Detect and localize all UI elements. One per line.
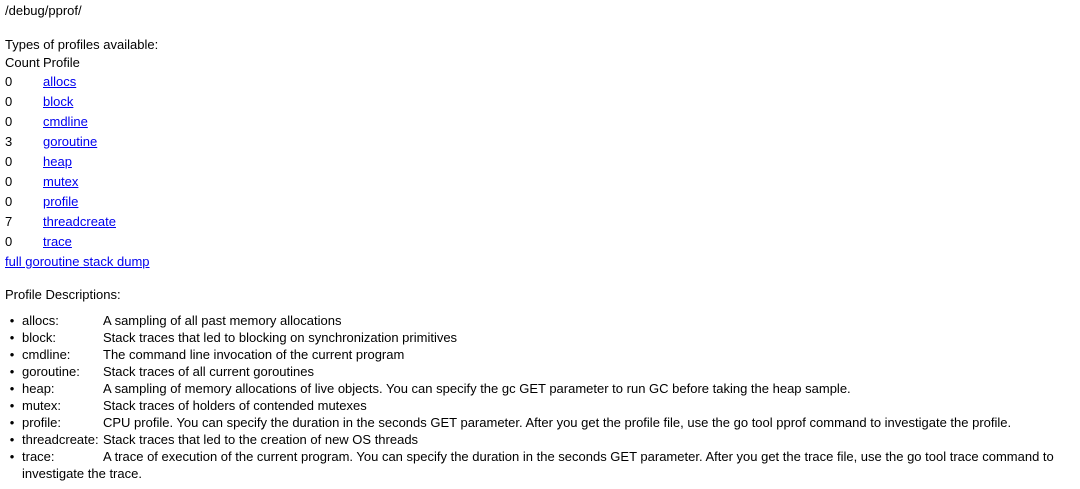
description-text: A sampling of memory allocations of live objects. You can specify the gc GET parameter to run GC before taking the heap sample. — [103, 381, 851, 396]
description-text: Stack traces of all current goroutines — [103, 364, 314, 379]
profile-link-cmdline[interactable]: cmdline — [43, 114, 88, 129]
table-row — [5, 72, 116, 92]
profile-header: Profile — [43, 55, 80, 70]
bullet-icon: • — [9, 330, 15, 345]
profile-count: 0 — [5, 194, 13, 209]
table-row — [5, 152, 116, 172]
description-term: allocs: — [22, 313, 59, 328]
profile-count: 0 — [5, 154, 13, 169]
types-heading: Types of profiles available: — [5, 37, 159, 52]
bullet-icon: • — [9, 415, 15, 430]
bullet-icon: • — [9, 381, 15, 396]
list-item — [9, 329, 1072, 346]
description-term: goroutine: — [22, 364, 80, 379]
table-row — [5, 112, 116, 132]
table-row — [5, 172, 116, 192]
profile-link-trace[interactable]: trace — [43, 234, 72, 249]
table-row — [5, 132, 116, 152]
profile-count: 0 — [5, 114, 13, 129]
table-row — [5, 192, 116, 212]
profiles-table — [3, 54, 118, 252]
bullet-icon: • — [9, 449, 15, 464]
description-term: threadcreate: — [22, 432, 99, 447]
table-row — [5, 92, 116, 112]
table-row — [5, 212, 116, 232]
description-text: CPU profile. You can specify the duration in the seconds GET parameter. After you get the profile file, use the go tool pprof command to investigate the profile. — [103, 415, 1012, 430]
table-row — [5, 232, 116, 252]
bullet-icon: • — [9, 347, 15, 362]
description-text: Stack traces that led to blocking on synchronization primitives — [103, 330, 458, 345]
list-item — [9, 363, 1072, 380]
description-term: cmdline: — [22, 347, 71, 362]
description-text: Stack traces that led to the creation of new OS threads — [103, 432, 419, 447]
list-item — [9, 414, 1072, 431]
profile-link-goroutine[interactable]: goroutine — [43, 134, 98, 149]
bullet-icon: • — [9, 313, 15, 328]
bullet-icon: • — [9, 398, 15, 413]
description-text: A trace of execution of the current program. You can specify the duration in the seconds GET parameter. After you get the trace file, use the go tool trace command to investigate the trace. — [22, 449, 1054, 481]
profile-link-block[interactable]: block — [43, 94, 74, 109]
descriptions-heading: Profile Descriptions: — [5, 287, 121, 302]
description-term: mutex: — [22, 398, 62, 413]
profile-link-heap[interactable]: heap — [43, 154, 72, 169]
list-item — [9, 312, 1072, 329]
description-term: profile: — [22, 415, 62, 430]
descriptions-list — [5, 312, 1072, 482]
list-item — [9, 346, 1072, 363]
list-item — [9, 431, 1072, 448]
profile-link-profile[interactable]: profile — [43, 194, 79, 209]
description-term: block: — [22, 330, 56, 345]
profile-count: 7 — [5, 214, 13, 229]
full-goroutine-dump-link[interactable]: full goroutine stack dump — [5, 254, 150, 269]
profile-count: 0 — [5, 174, 13, 189]
profile-link-mutex[interactable]: mutex — [43, 174, 79, 189]
description-term: trace: — [22, 449, 55, 464]
profile-count: 0 — [5, 74, 13, 89]
count-header: Count — [5, 55, 40, 70]
list-item — [9, 448, 1072, 482]
description-text: A sampling of all past memory allocations — [103, 313, 342, 328]
bullet-icon: • — [9, 432, 15, 447]
profile-count: 3 — [5, 134, 13, 149]
profile-count: 0 — [5, 234, 13, 249]
description-text: The command line invocation of the current program — [103, 347, 405, 362]
profile-link-allocs[interactable]: allocs — [43, 74, 77, 89]
description-term: heap: — [22, 381, 55, 396]
list-item — [9, 397, 1072, 414]
list-item — [9, 380, 1072, 397]
description-text: Stack traces of holders of contended mutexes — [103, 398, 367, 413]
profile-count: 0 — [5, 94, 13, 109]
page-path: /debug/pprof/ — [5, 3, 82, 18]
bullet-icon: • — [9, 364, 15, 379]
profile-link-threadcreate[interactable]: threadcreate — [43, 214, 116, 229]
table-header-row — [5, 54, 116, 72]
